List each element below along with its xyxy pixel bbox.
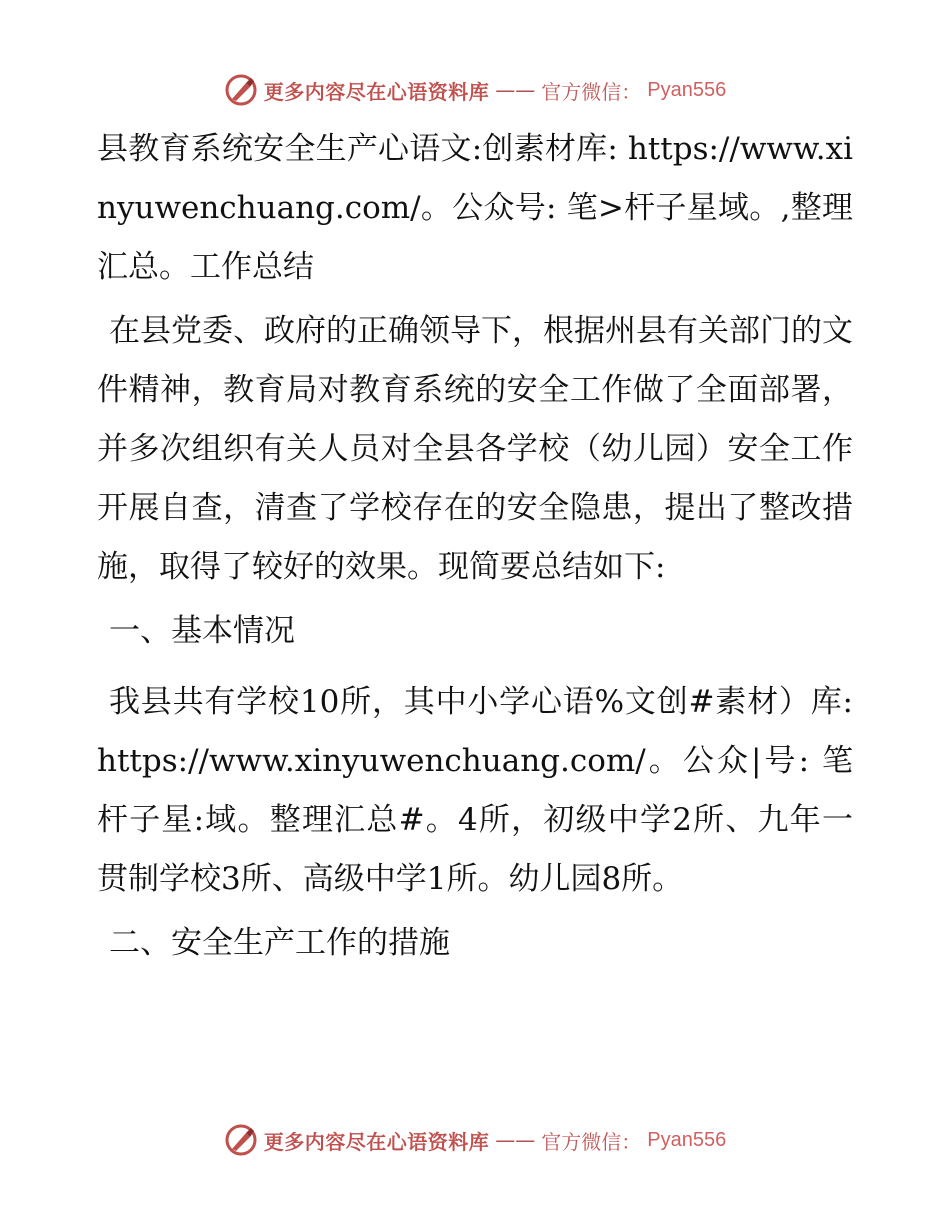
header-banner bbox=[0, 72, 950, 108]
banner-text: 更多内容尽在心语资料库 bbox=[263, 79, 490, 104]
doc-basic-paragraph: 我县共有学校10所，其中小学心语%文创#素材）库: https://www.xinyuwenchuang.com/。公众|号: 笔杆子星:域。整理汇总#。4所，初级中学2所、九年一贯制学校3所、高级中学1所。幼儿园8所。 bbox=[97, 684, 853, 897]
banner-wechat-id: Pyan556 bbox=[647, 78, 727, 101]
banner-dash: —— bbox=[495, 1128, 536, 1152]
pen-circle-logo-icon bbox=[224, 1123, 258, 1157]
document-body bbox=[97, 120, 853, 985]
banner-dash: —— bbox=[495, 78, 536, 102]
footer-banner bbox=[0, 1122, 950, 1158]
banner-wechat-label: 官方微信： bbox=[541, 79, 642, 104]
section-heading-basic: 一、基本情况 bbox=[109, 613, 295, 649]
doc-intro-paragraph: 在县党委、政府的正确领导下，根据州县有关部门的文件精神，教育局对教育系统的安全工作做了全面部署，并多次组织有关人员对全县各学校（幼儿园）安全工作开展自查，清查了学校存在的安全隐患，提出了整改措施，取得了较好的效果。现简要总结如下: bbox=[97, 313, 853, 585]
section-heading-measures: 二、安全生产工作的措施 bbox=[109, 925, 450, 961]
banner-wechat-label: 官方微信： bbox=[541, 1129, 642, 1154]
doc-title-paragraph: 县教育系统安全生产心语文:创素材库: https://www.xinyuwenchuang.com/。公众号: 笔>杆子星域。,整理汇总。工作总结 bbox=[97, 131, 853, 285]
banner-text: 更多内容尽在心语资料库 bbox=[263, 1129, 490, 1154]
pen-circle-logo-icon bbox=[224, 73, 258, 107]
banner-wechat-id: Pyan556 bbox=[647, 1128, 727, 1151]
